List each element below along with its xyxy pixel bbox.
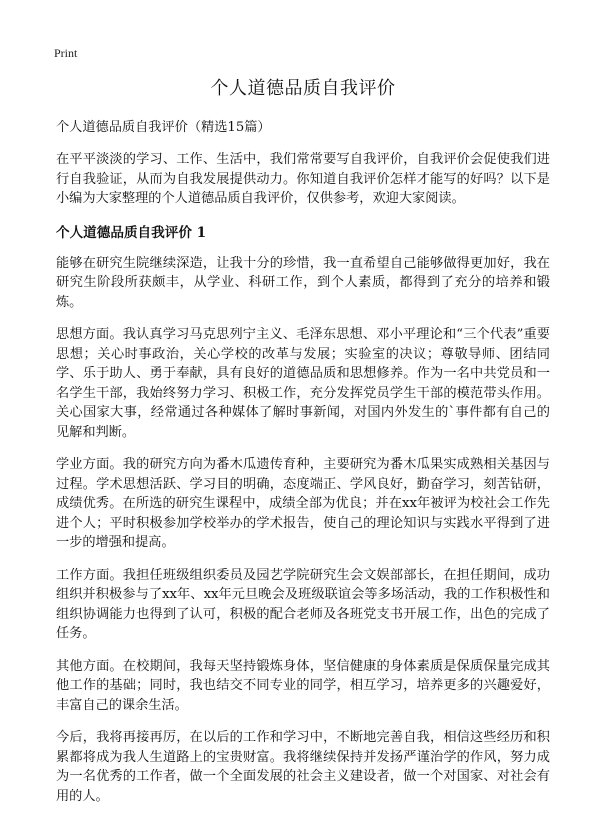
paragraph-opening: 能够在研究生院继续深造，让我十分的珍惜，我一直希望自己能够做得更加好，我在研究生阶段所获颇丰，从学业、科研工作，到个人素质，都得到了充分的培养和锻炼。 bbox=[56, 255, 550, 310]
paragraph-other: 其他方面。在校期间，我每天坚持锻炼身体，坚信健康的身体素质是保质保量完成其他工作的基础；同时，我也结交不同专业的同学，相互学习，培养更多的兴趣爱好，丰富自己的课余生活。 bbox=[56, 658, 550, 713]
paragraph-work: 工作方面。我担任班级组织委员及园艺学院研究生会文娱部部长，在担任期间，成功组织并积极参与了xx年、xx年元旦晚会及班级联谊会等多场活动，我的工作积极性和组织协调能力也得到了认可，积极的配合老师及各班党支书开展工作，出色的完成了任务。 bbox=[56, 567, 550, 641]
print-link[interactable]: Print bbox=[54, 46, 78, 60]
document-body bbox=[56, 76, 550, 819]
section-heading: 个人道德品质自我评价 1 bbox=[56, 224, 207, 241]
paragraph-thought: 思想方面。我认真学习马克思列宁主义、毛泽东思想、邓小平理论和“三个代表”重要思想；关心时事政治，关心学校的改革与发展；实验室的决议；尊敬导师、团结同学、乐于助人、勇于奉献，具有良好的道德品质和思想修养。作为一名中共党员和一名学生干部，我始终努力学习、积极工作，充分发挥党员学生干部的模范带头作用。关心国家大事，经常通过各种媒体了解时事新闻，对国内外发生的`事件都有自己的见解和判断。 bbox=[56, 327, 550, 440]
paragraph-future: 今后，我将再接再厉，在以后的工作和学习中，不断地完善自我，相信这些经历和积累都将成为我人生道路上的宝贵财富。我将继续保持并发扬严谨治学的作风，努力成为一名优秀的工作者，做一个全面发展的社会主义建设者，做一个对国家、对社会有用的人。 bbox=[56, 730, 550, 804]
document-subtitle: 个人道德品质自我评价（精选15篇） bbox=[56, 120, 271, 135]
paragraph-study: 学业方面。我的研究方向为番木瓜遗传育种，主要研究为番木瓜果实成熟相关基因与过程。学术思想活跃、学习目的明确，态度端正、学风良好，勤奋学习，刻苦钻研，成绩优秀。在所选的研究生课程中，成绩全部为优良；并在xx年被评为校社会工作先进个人；平时积极参加学校举办的学术报告，使自己的理论知识与实践水平得到了进一步的增强和提高。 bbox=[56, 457, 550, 550]
page-title: 个人道德品质自我评价 bbox=[210, 78, 396, 99]
intro-paragraph: 在平平淡淡的学习、工作、生活中，我们常常要写自我评价，自我评价会促使我们进行自我验证，从而为自我发展提供动力。你知道自我评价怎样才能写的好吗？以下是小编为大家整理的个人道德品质自我评价，仅供参考，欢迎大家阅读。 bbox=[56, 152, 550, 206]
